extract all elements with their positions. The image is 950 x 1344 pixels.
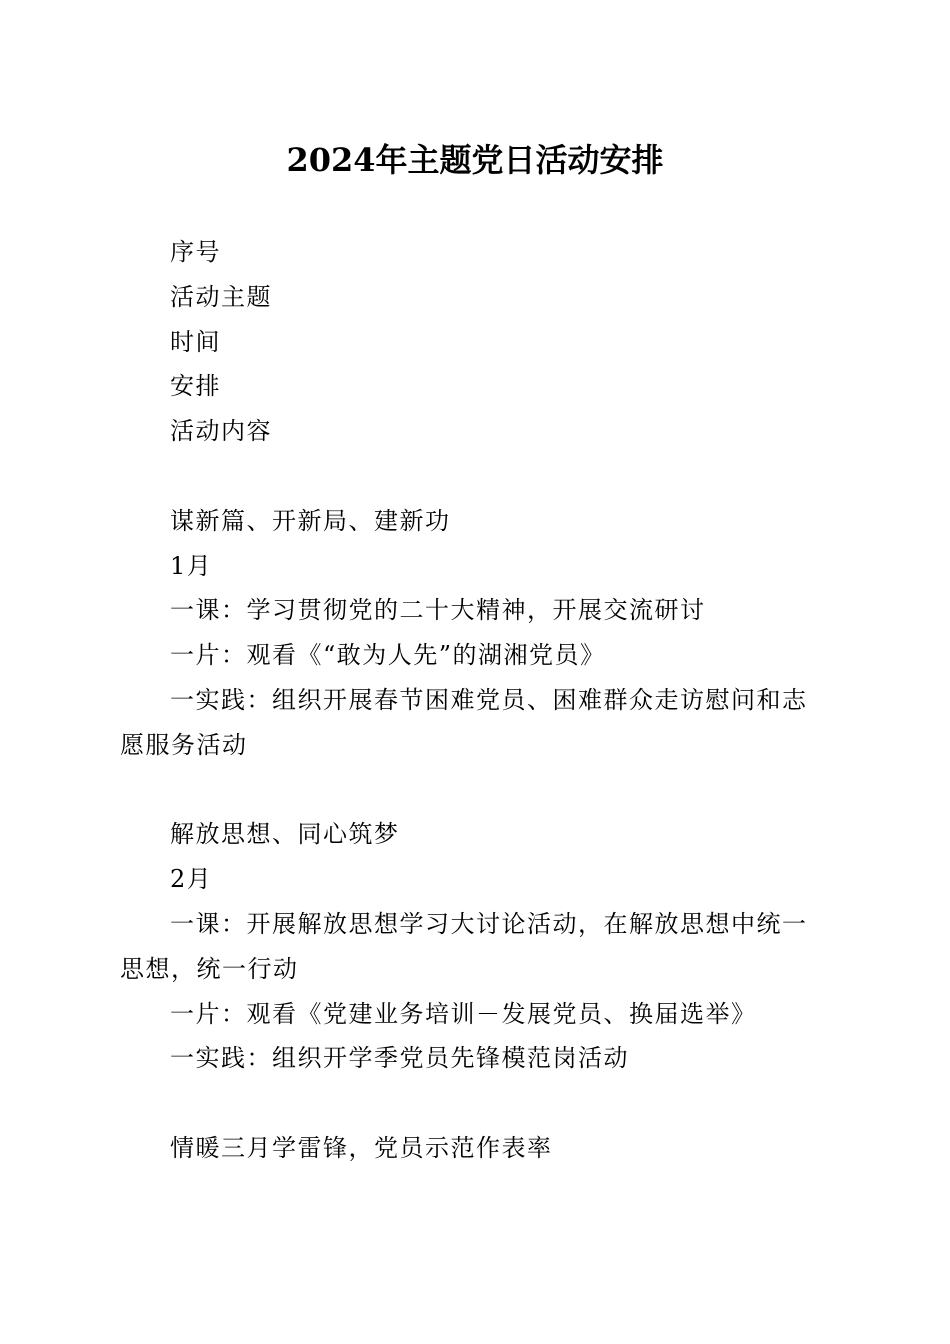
section-1-lesson: 一课：学习贯彻党的二十大精神，开展交流研讨: [170, 596, 706, 625]
section-2-practice: 一实践：组织开学季党员先锋模范岗活动: [170, 1044, 629, 1073]
document-title: 2024年主题党日活动安排: [286, 141, 664, 179]
section-2-lesson: 一课：开展解放思想学习大讨论活动，在解放思想中统一思想，统一行动: [120, 909, 808, 983]
header-field-theme: 活动主题: [170, 282, 272, 311]
header-field-time: 时间: [170, 327, 221, 356]
section-2-film: 一片：观看《党建业务培训－发展党员、换届选举》: [170, 999, 757, 1028]
section-1-practice: 一实践：组织开展春节困难党员、困难群众走访慰问和志愿服务活动: [120, 685, 808, 759]
section-2-theme: 解放思想、同心筑梦: [170, 820, 400, 849]
paragraph-gap: [120, 768, 830, 813]
header-field-content: 活动内容: [170, 417, 272, 446]
section-2-month: 2月: [170, 865, 213, 894]
section-1-month: 1月: [170, 551, 213, 580]
paragraph-gap: [120, 454, 830, 499]
header-field-serial: 序号: [170, 238, 221, 266]
section-3-theme: 情暖三月学雷锋，党员示范作表率: [170, 1133, 553, 1162]
header-field-arrangement: 安排: [170, 372, 221, 401]
document-body: [120, 230, 830, 1171]
paragraph-gap: [120, 1081, 830, 1126]
section-1-film: 一片：观看《“敢为人先”的湖湘党员》: [170, 641, 606, 670]
section-1-theme: 谋新篇、开新局、建新功: [170, 506, 451, 535]
